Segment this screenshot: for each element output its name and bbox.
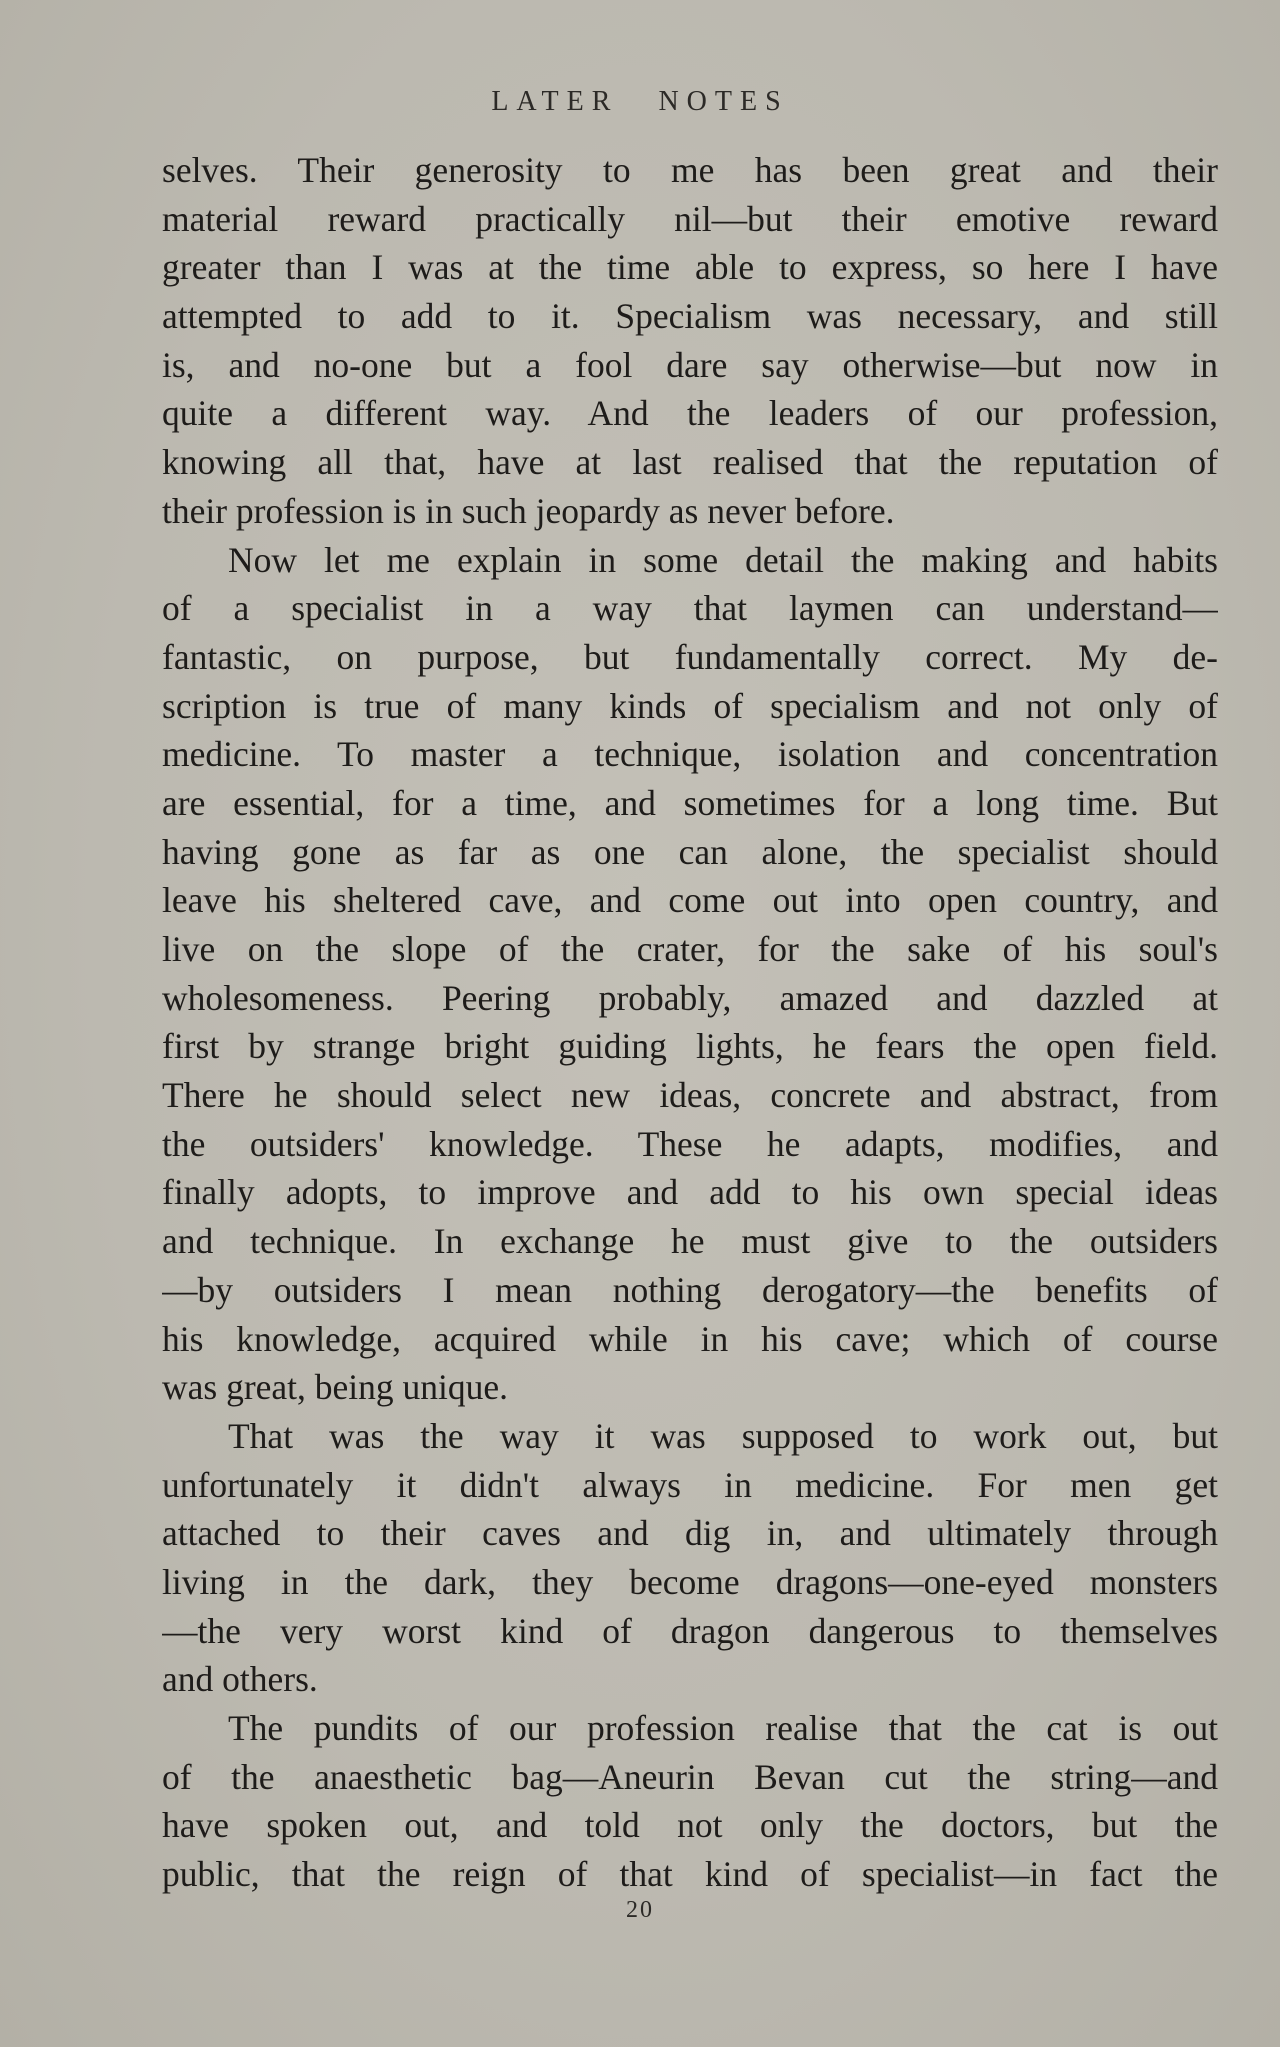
text-line: finally adopts, to improve and add to his own special ideas [162,1172,1218,1213]
text-line: his knowledge, acquired while in his cave; which of course [162,1318,1218,1359]
text-line: material reward practically nil—but their emotive reward [162,198,1218,239]
body-text [162,146,1218,1899]
text-line: scription is true of many kinds of specialism and not only of [162,685,1218,726]
running-head [0,86,1280,118]
text-line: live on the slope of the crater, for the sake of his soul's [162,929,1218,969]
text-line: There he should select new ideas, concrete and abstract, from [162,1075,1218,1116]
page-number: 20 [626,1897,654,1923]
text-line: selves. Their generosity to me has been great and their [162,150,1218,190]
text-line: was great, being unique. [162,1367,509,1408]
text-line: leave his sheltered cave, and come out into open country, and [162,880,1218,921]
text-line: unfortunately it didn't always in medicine. For men get [162,1464,1218,1505]
text-line: is, and no-one but a fool dare say otherwise—but now in [162,344,1218,385]
text-line: knowing all that, have at last realised that the reputation of [162,442,1218,483]
text-line: first by strange bright guiding lights, he fears the open field. [162,1026,1218,1067]
text-line: wholesomeness. Peering probably, amazed and dazzled at [162,977,1218,1018]
text-line: and others. [162,1659,318,1700]
text-line: —by outsiders I mean nothing derogatory—the benefits of [162,1269,1218,1310]
text-line: of the anaesthetic bag—Aneurin Bevan cut the string—and [162,1756,1218,1797]
text-line: public, that the reign of that kind of specialist—in fact the [162,1854,1218,1895]
text-line: having gone as far as one can alone, the specialist should [162,831,1218,872]
text-line: their profession is in such jeopardy as never before. [162,490,895,531]
text-line: That was the way it was supposed to work out, but [228,1415,1218,1456]
text-line: living in the dark, they become dragons—one-eyed monsters [162,1561,1218,1602]
text-line: the outsiders' knowledge. These he adapts, modifies, and [162,1123,1218,1164]
text-line: are essential, for a time, and sometimes for a long time. But [162,782,1218,823]
text-line: medicine. To master a technique, isolation and concentration [162,734,1218,775]
text-line: greater than I was at the time able to express, so here I have [162,247,1218,288]
text-line: and technique. In exchange he must give to the outsiders [162,1221,1218,1262]
text-line: have spoken out, and told not only the doctors, but the [162,1805,1218,1846]
text-line: —the very worst kind of dragon dangerous to themselves [162,1610,1218,1651]
text-line: fantastic, on purpose, but fundamentally correct. My de- [162,636,1218,677]
running-head-word-2: NOTES [658,86,789,117]
text-line: of a specialist in a way that laymen can understand— [162,588,1218,629]
running-head-word-1: LATER [491,86,619,117]
text-line: quite a different way. And the leaders of our profession, [162,393,1218,434]
text-line: attached to their caves and dig in, and ultimately through [162,1513,1218,1554]
text-line: Now let me explain in some detail the making and habits [228,539,1218,580]
text-line: The pundits of our profession realise that the cat is out [228,1708,1218,1748]
text-line: attempted to add to it. Specialism was necessary, and still [162,296,1218,337]
